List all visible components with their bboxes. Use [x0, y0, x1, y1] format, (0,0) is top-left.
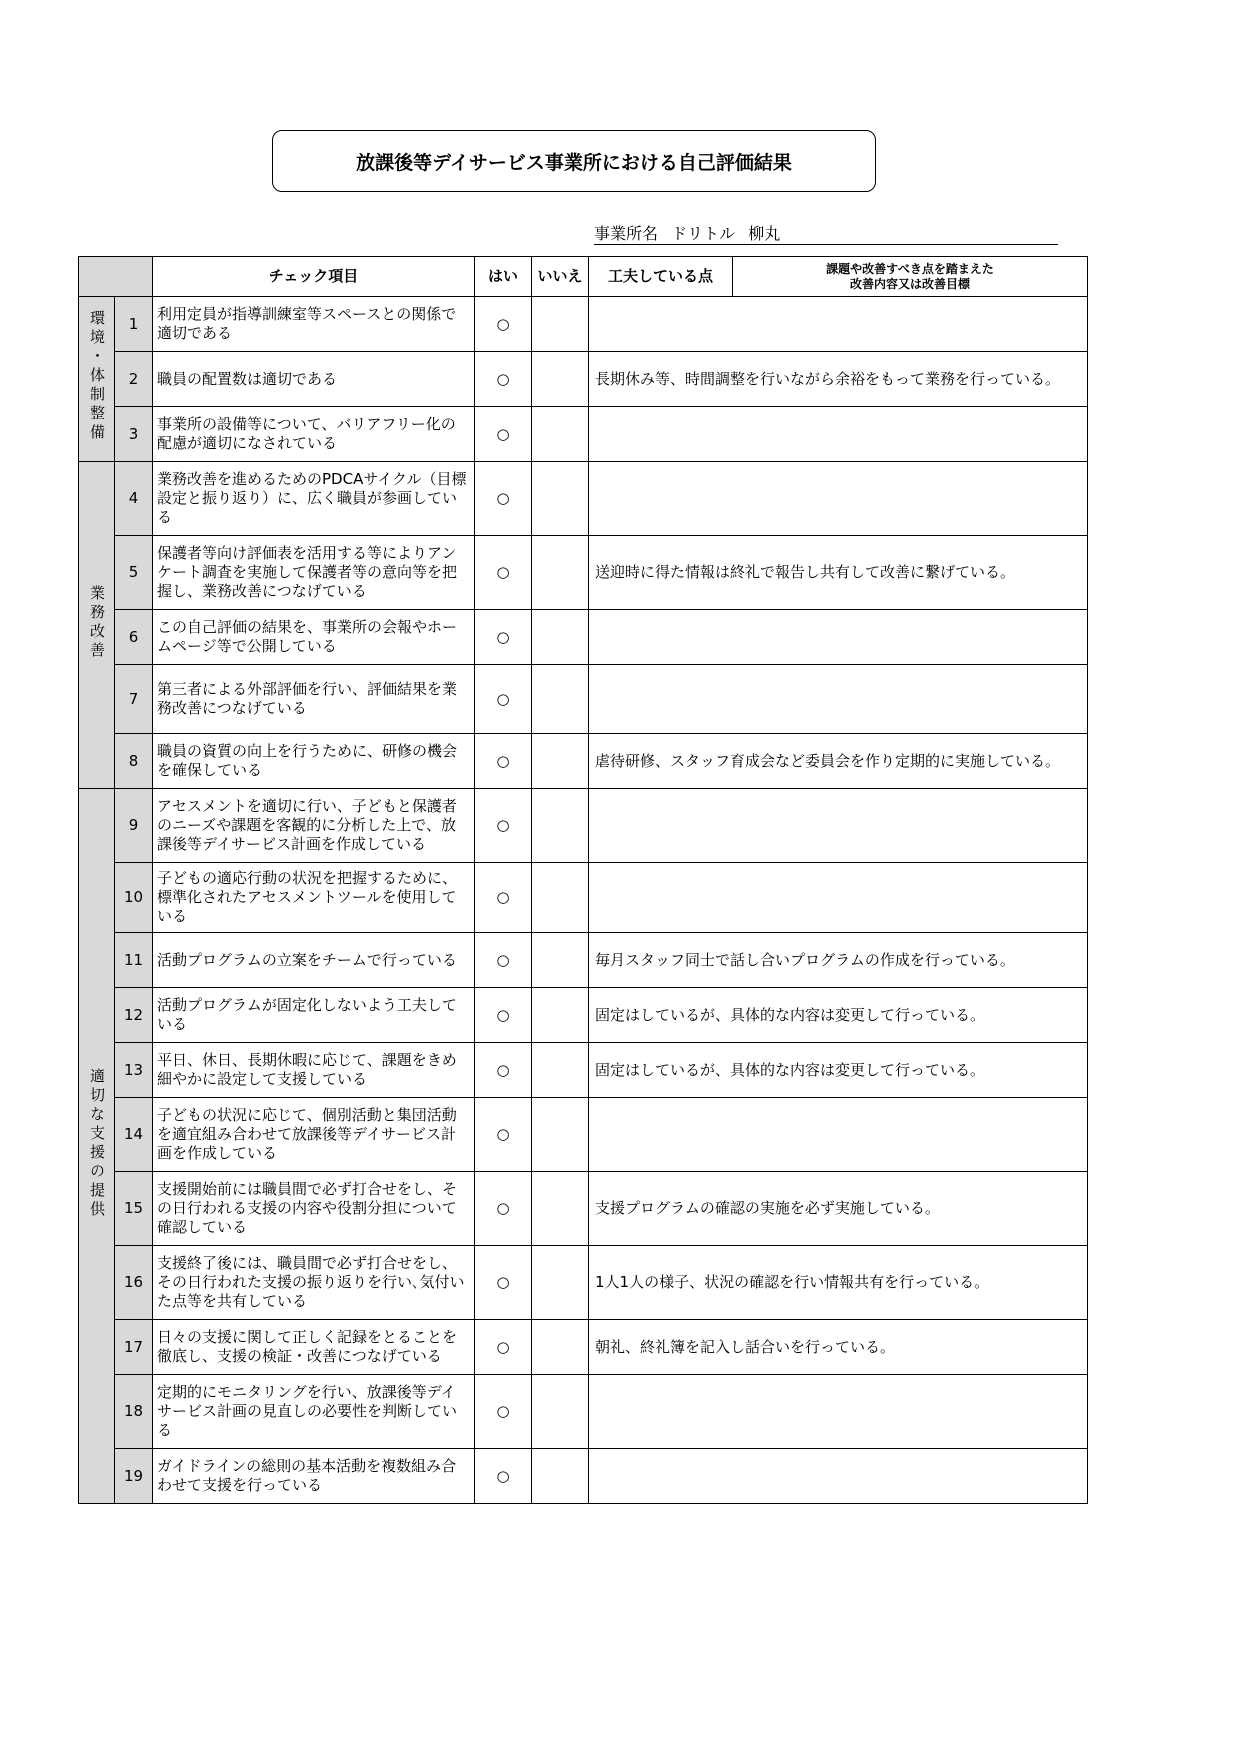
effort-note	[589, 1449, 1088, 1504]
no-mark	[532, 610, 589, 665]
row-number: 5	[115, 536, 153, 610]
row-number: 18	[115, 1375, 153, 1449]
no-mark	[532, 863, 589, 933]
effort-note: 1人1人の様子、状況の確認を行い情報共有を行っている。	[589, 1246, 1088, 1320]
yes-mark: ○	[475, 1172, 532, 1246]
check-item-text: 事業所の設備等について、バリアフリー化の配慮が適切になされている	[153, 407, 475, 462]
yes-mark: ○	[475, 863, 532, 933]
no-mark	[532, 734, 589, 789]
table-row	[79, 789, 1088, 863]
row-number: 15	[115, 1172, 153, 1246]
no-mark	[532, 665, 589, 734]
no-mark	[532, 789, 589, 863]
office-name-line	[594, 224, 1058, 245]
row-number: 11	[115, 933, 153, 988]
table-row	[79, 1449, 1088, 1504]
row-number: 13	[115, 1043, 153, 1098]
no-mark	[532, 988, 589, 1043]
row-number: 6	[115, 610, 153, 665]
check-item-text: 活動プログラムが固定化しないよう工夫している	[153, 988, 475, 1043]
check-item-text: 業務改善を進めるためのPDCAサイクル（目標設定と振り返り）に、広く職員が参画している	[153, 462, 475, 536]
effort-note	[589, 1098, 1088, 1172]
check-item-text: この自己評価の結果を、事業所の会報やホームページ等で公開している	[153, 610, 475, 665]
effort-note: 朝礼、終礼簿を記入し話合いを行っている。	[589, 1320, 1088, 1375]
effort-note	[589, 863, 1088, 933]
table-row	[79, 1320, 1088, 1375]
yes-mark: ○	[475, 789, 532, 863]
table-row	[79, 1375, 1088, 1449]
row-number: 4	[115, 462, 153, 536]
header-improve	[733, 257, 1088, 297]
row-number: 2	[115, 352, 153, 407]
table-row	[79, 1098, 1088, 1172]
yes-mark: ○	[475, 1246, 532, 1320]
no-mark	[532, 1320, 589, 1375]
check-item-text: 職員の配置数は適切である	[153, 352, 475, 407]
yes-mark: ○	[475, 1375, 532, 1449]
check-item-text: 利用定員が指導訓練室等スペースとの関係で適切である	[153, 297, 475, 352]
check-item-text: 子どもの適応行動の状況を把握するために、標準化されたアセスメントツールを使用している	[153, 863, 475, 933]
office-branch: 柳丸	[748, 224, 781, 243]
yes-mark: ○	[475, 352, 532, 407]
category-cell	[79, 789, 115, 1504]
no-mark	[532, 933, 589, 988]
row-number: 19	[115, 1449, 153, 1504]
yes-mark: ○	[475, 734, 532, 789]
no-mark	[532, 1043, 589, 1098]
office-label: 事業所名	[594, 224, 659, 243]
effort-note: 固定はしているが、具体的な内容は変更して行っている。	[589, 988, 1088, 1043]
header-improve-line1: 課題や改善すべき点を踏まえた	[826, 261, 994, 276]
yes-mark: ○	[475, 536, 532, 610]
check-item-text: 保護者等向け評価表を活用する等によりアンケート調査を実施して保護者等の意向等を把握し、業務改善につなげている	[153, 536, 475, 610]
header-blank	[79, 257, 153, 297]
office-name: ドリトル	[671, 224, 736, 243]
effort-note	[589, 297, 1088, 352]
effort-note	[589, 407, 1088, 462]
table-row	[79, 536, 1088, 610]
category-cell	[79, 297, 115, 462]
yes-mark: ○	[475, 665, 532, 734]
no-mark	[532, 352, 589, 407]
header-effort: 工夫している点	[589, 257, 733, 297]
table-row	[79, 1043, 1088, 1098]
check-item-text: 日々の支援に関して正しく記録をとることを徹底し、支援の検証・改善につなげている	[153, 1320, 475, 1375]
header-yes: はい	[475, 257, 532, 297]
no-mark	[532, 297, 589, 352]
row-number: 7	[115, 665, 153, 734]
yes-mark: ○	[475, 1449, 532, 1504]
check-item-text: 定期的にモニタリングを行い、放課後等デイサービス計画の見直しの必要性を判断している	[153, 1375, 475, 1449]
check-item-text: ガイドラインの総則の基本活動を複数組み合わせて支援を行っている	[153, 1449, 475, 1504]
check-item-text: 平日、休日、長期休暇に応じて、課題をきめ細やかに設定して支援している	[153, 1043, 475, 1098]
header-improve-line2: 改善内容又は改善目標	[849, 276, 970, 291]
effort-note: 虐待研修、スタッフ育成会など委員会を作り定期的に実施している。	[589, 734, 1088, 789]
yes-mark: ○	[475, 297, 532, 352]
check-item-text: アセスメントを適切に行い、子どもと保護者のニーズや課題を客観的に分析した上で、放課後等デイサービス計画を作成している	[153, 789, 475, 863]
category-label: 適切な支援の提供	[88, 1067, 106, 1220]
no-mark	[532, 1172, 589, 1246]
yes-mark: ○	[475, 1043, 532, 1098]
table-header-row	[79, 257, 1088, 297]
effort-note: 送迎時に得た情報は終礼で報告し共有して改善に繋げている。	[589, 536, 1088, 610]
yes-mark: ○	[475, 933, 532, 988]
no-mark	[532, 1449, 589, 1504]
table-row	[79, 1172, 1088, 1246]
check-item-text: 支援開始前には職員間で必ず打合せをし、その日行われる支援の内容や役割分担について確認している	[153, 1172, 475, 1246]
no-mark	[532, 536, 589, 610]
no-mark	[532, 1098, 589, 1172]
page-title: 放課後等デイサービス事業所における自己評価結果	[272, 130, 876, 192]
yes-mark: ○	[475, 1098, 532, 1172]
table-row	[79, 988, 1088, 1043]
table-row	[79, 297, 1088, 352]
no-mark	[532, 462, 589, 536]
yes-mark: ○	[475, 988, 532, 1043]
table-row	[79, 610, 1088, 665]
row-number: 1	[115, 297, 153, 352]
table-row	[79, 863, 1088, 933]
effort-note	[589, 1375, 1088, 1449]
effort-note	[589, 789, 1088, 863]
row-number: 8	[115, 734, 153, 789]
yes-mark: ○	[475, 407, 532, 462]
no-mark	[532, 1246, 589, 1320]
table-row	[79, 407, 1088, 462]
effort-note: 支援プログラムの確認の実施を必ず実施している。	[589, 1172, 1088, 1246]
no-mark	[532, 1375, 589, 1449]
check-item-text: 支援終了後には、職員間で必ず打合せをし、その日行われた支援の振り返りを行い､気付いた点等を共有している	[153, 1246, 475, 1320]
header-check-item: チェック項目	[153, 257, 475, 297]
yes-mark: ○	[475, 1320, 532, 1375]
check-item-text: 活動プログラムの立案をチームで行っている	[153, 933, 475, 988]
row-number: 17	[115, 1320, 153, 1375]
row-number: 9	[115, 789, 153, 863]
check-item-text: 第三者による外部評価を行い、評価結果を業務改善につなげている	[153, 665, 475, 734]
effort-note: 固定はしているが、具体的な内容は変更して行っている。	[589, 1043, 1088, 1098]
row-number: 16	[115, 1246, 153, 1320]
check-item-text: 子どもの状況に応じて、個別活動と集団活動を適宜組み合わせて放課後等デイサービス計画を作成している	[153, 1098, 475, 1172]
table-row	[79, 352, 1088, 407]
table-row	[79, 933, 1088, 988]
effort-note	[589, 462, 1088, 536]
evaluation-table	[78, 256, 1088, 1504]
header-no: いいえ	[532, 257, 589, 297]
check-item-text: 職員の資質の向上を行うために、研修の機会を確保している	[153, 734, 475, 789]
yes-mark: ○	[475, 610, 532, 665]
effort-note	[589, 665, 1088, 734]
effort-note: 毎月スタッフ同士で話し合いプログラムの作成を行っている。	[589, 933, 1088, 988]
category-label: 業務改善	[88, 584, 106, 661]
table-row	[79, 1246, 1088, 1320]
table-row	[79, 462, 1088, 536]
row-number: 10	[115, 863, 153, 933]
category-cell	[79, 462, 115, 789]
no-mark	[532, 407, 589, 462]
table-row	[79, 734, 1088, 789]
category-label: 環境・体制整備	[88, 310, 106, 443]
effort-note: 長期休み等、時間調整を行いながら余裕をもって業務を行っている。	[589, 352, 1088, 407]
row-number: 3	[115, 407, 153, 462]
row-number: 12	[115, 988, 153, 1043]
effort-note	[589, 610, 1088, 665]
yes-mark: ○	[475, 462, 532, 536]
table-row	[79, 665, 1088, 734]
row-number: 14	[115, 1098, 153, 1172]
